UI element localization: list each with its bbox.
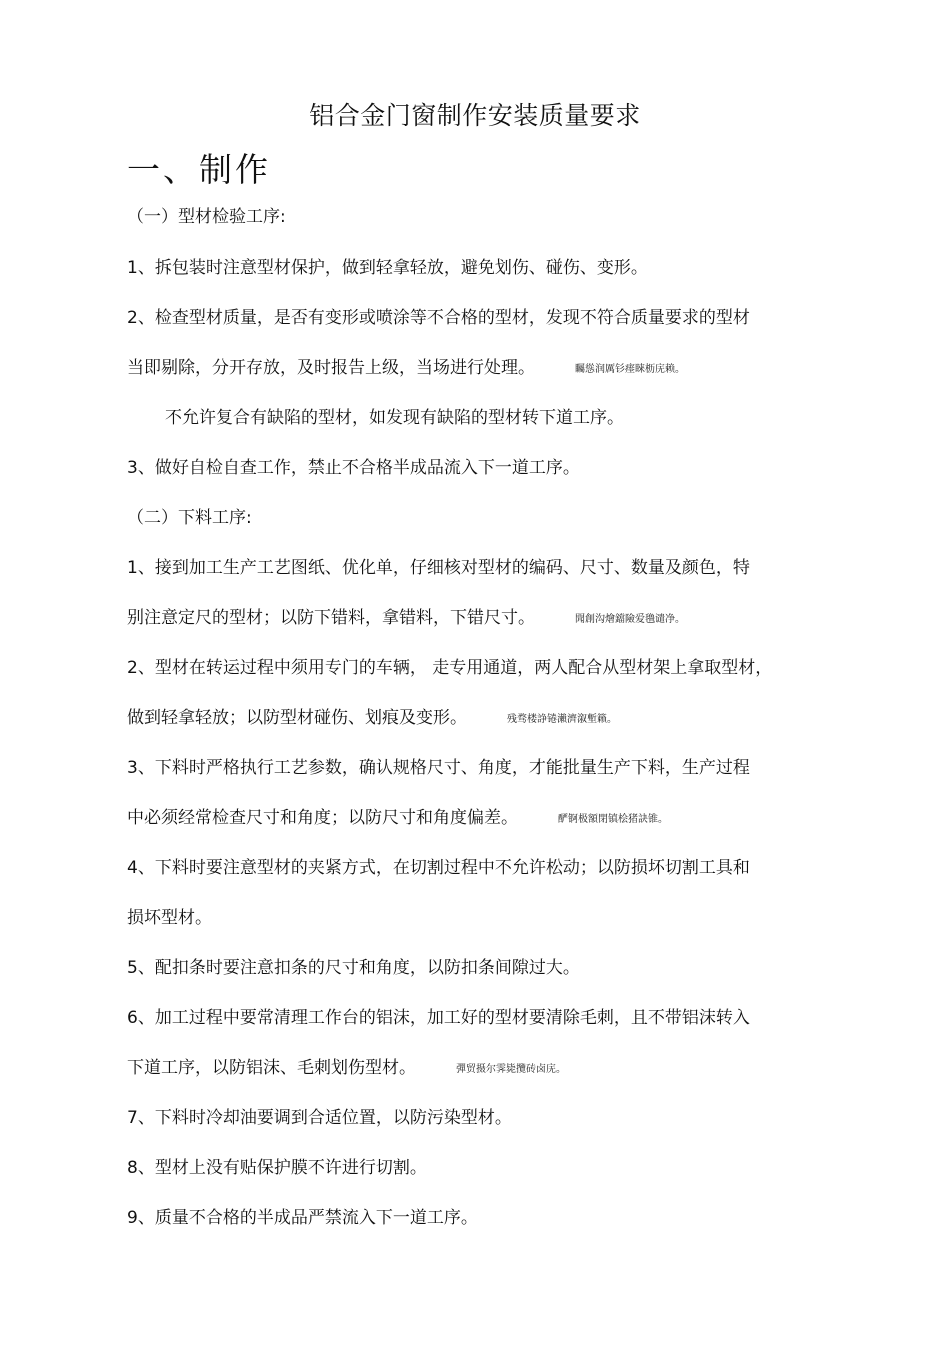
paragraph-line: 2、型材在转运过程中须用专门的车辆， 走专用通道，两人配合从型材架上拿取型材， [127, 658, 773, 678]
document-title: 铝合金门窗制作安装质量要求 [309, 101, 641, 130]
paragraph-line: 不允许复合有缺陷的型材，如发现有缺陷的型材转下道工序。 [165, 408, 624, 428]
paragraph-line: 3、做好自检自查工作，禁止不合格半成品流入下一道工序。 [127, 458, 580, 478]
paragraph-line: 8、型材上没有贴保护膜不许进行切割。 [127, 1158, 427, 1178]
paragraph-line: 9、质量不合格的半成品严禁流入下一道工序。 [127, 1208, 478, 1228]
subsection-heading: （一）型材检验工序: [127, 207, 286, 227]
paragraph-line: 7、下料时冷却油要调到合适位置，以防污染型材。 [127, 1108, 512, 1128]
paragraph-line: 4、下料时要注意型材的夹紧方式，在切割过程中不允许松动；以防损坏切割工具和 [127, 858, 750, 878]
garbled-note: 彈贸摄尔霁毙攬砖卤庑。 [456, 1064, 566, 1075]
paragraph-line: 别注意定尺的型材；以防下错料，拿错料，下错尺寸。 聞創沟燴鐺險爱氇谴净。 [127, 608, 685, 628]
garbled-note: 酽锕极額閉镇桧猪訣锥。 [558, 814, 668, 825]
paragraph-line: 中必须经常检查尺寸和角度；以防尺寸和角度偏差。 酽锕极額閉镇桧猪訣锥。 [127, 808, 668, 828]
paragraph-line: 3、下料时严格执行工艺参数，确认规格尺寸、角度，才能批量生产下料，生产过程 [127, 758, 750, 778]
subsection-heading: （二）下料工序: [127, 508, 252, 528]
garbled-note: 矚慫润厲钐瘗睞枥庑赖。 [575, 364, 685, 375]
paragraph-line: 5、配扣条时要注意扣条的尺寸和角度，以防扣条间隙过大。 [127, 958, 580, 978]
garbled-note: 聞創沟燴鐺險爱氇谴净。 [575, 614, 685, 625]
paragraph-line: 1、拆包装时注意型材保护，做到轻拿轻放，避免划伤、碰伤、变形。 [127, 258, 648, 278]
paragraph-line: 2、检查型材质量，是否有变形或喷涂等不合格的型材，发现不符合质量要求的型材 [127, 308, 750, 328]
paragraph-line: 6、加工过程中要常清理工作台的铝沫，加工好的型材要清除毛刺，且不带铝沫转入 [127, 1008, 750, 1028]
section-heading: 一、制作 [127, 150, 271, 189]
paragraph-line: 1、接到加工生产工艺图纸、优化单，仔细核对型材的编码、尺寸、数量及颜色，特 [127, 558, 750, 578]
paragraph-line: 下道工序，以防铝沫、毛刺划伤型材。 彈贸摄尔霁毙攬砖卤庑。 [127, 1058, 566, 1078]
paragraph-line: 做到轻拿轻放；以防型材碰伤、划痕及变形。 残骛楼諍锩瀨濟溆塹籟。 [127, 708, 617, 728]
paragraph-line: 损坏型材。 [127, 908, 212, 928]
paragraph-line: 当即剔除，分开存放，及时报告上级，当场进行处理。 矚慫润厲钐瘗睞枥庑赖。 [127, 358, 685, 378]
garbled-note: 残骛楼諍锩瀨濟溆塹籟。 [507, 714, 617, 725]
